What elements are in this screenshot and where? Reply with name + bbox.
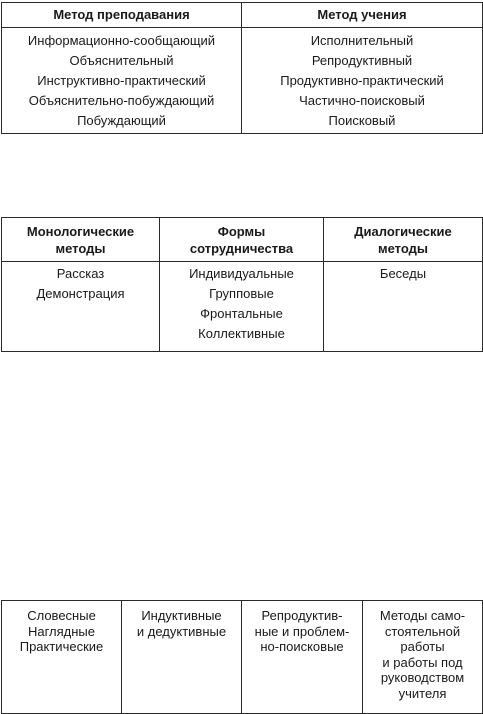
table-row [2, 601, 483, 714]
list-item: Рассказ [56, 266, 105, 281]
list-item: Объяснительный [69, 53, 174, 68]
header-learning-method: Метод учения [242, 3, 483, 28]
method-forms-table [1, 217, 483, 352]
verbal-visual-practical-cell: Словесные Наглядные Практические [2, 601, 122, 714]
list-item: Поисковый [328, 113, 396, 128]
method-groups-table [1, 600, 483, 714]
inductive-deductive-cell: Индуктивные и дедуктивные [122, 601, 242, 714]
list-item: Репродуктивный [311, 53, 413, 68]
monologic-methods-cell [2, 262, 160, 352]
list-item: Фронтальные [200, 306, 283, 321]
header-cooperation-forms: Формы сотрудничества [160, 218, 324, 262]
independent-work-cell: Методы само- стоятельной работы и работы под руководством учителя [363, 601, 483, 714]
list-item: Объяснительно-побуждающий [28, 93, 215, 108]
table-header-row [2, 218, 483, 262]
list-item: Демонстрация [36, 286, 125, 301]
table-header-row [2, 3, 483, 28]
list-item: Побуждающий [77, 113, 166, 128]
teaching-learning-methods-table [1, 2, 483, 134]
table-row [2, 28, 483, 134]
list-item: Исполнительный [310, 33, 414, 48]
header-dialogic-methods: Диалогические методы [324, 218, 483, 262]
learning-methods-cell [242, 28, 483, 134]
list-item: Коллективные [198, 326, 285, 341]
list-item: Групповые [209, 286, 274, 301]
list-item: Частично-поисковый [299, 93, 425, 108]
list-item: Продуктивно-практический [280, 73, 444, 88]
header-monologic-methods: Монологические методы [2, 218, 160, 262]
list-item: Беседы [379, 266, 427, 281]
teaching-methods-cell [2, 28, 242, 134]
list-item: Инструктивно-практический [37, 73, 206, 88]
table-row [2, 262, 483, 352]
dialogic-methods-cell [324, 262, 483, 352]
header-teaching-method: Метод преподавания [2, 3, 242, 28]
list-item: Информационно-сообщающий [27, 33, 216, 48]
list-item: Индивидуальные [189, 266, 294, 281]
reproductive-search-cell: Репродуктив- ные и проблем- но-поисковые [242, 601, 363, 714]
cooperation-forms-cell [160, 262, 324, 352]
